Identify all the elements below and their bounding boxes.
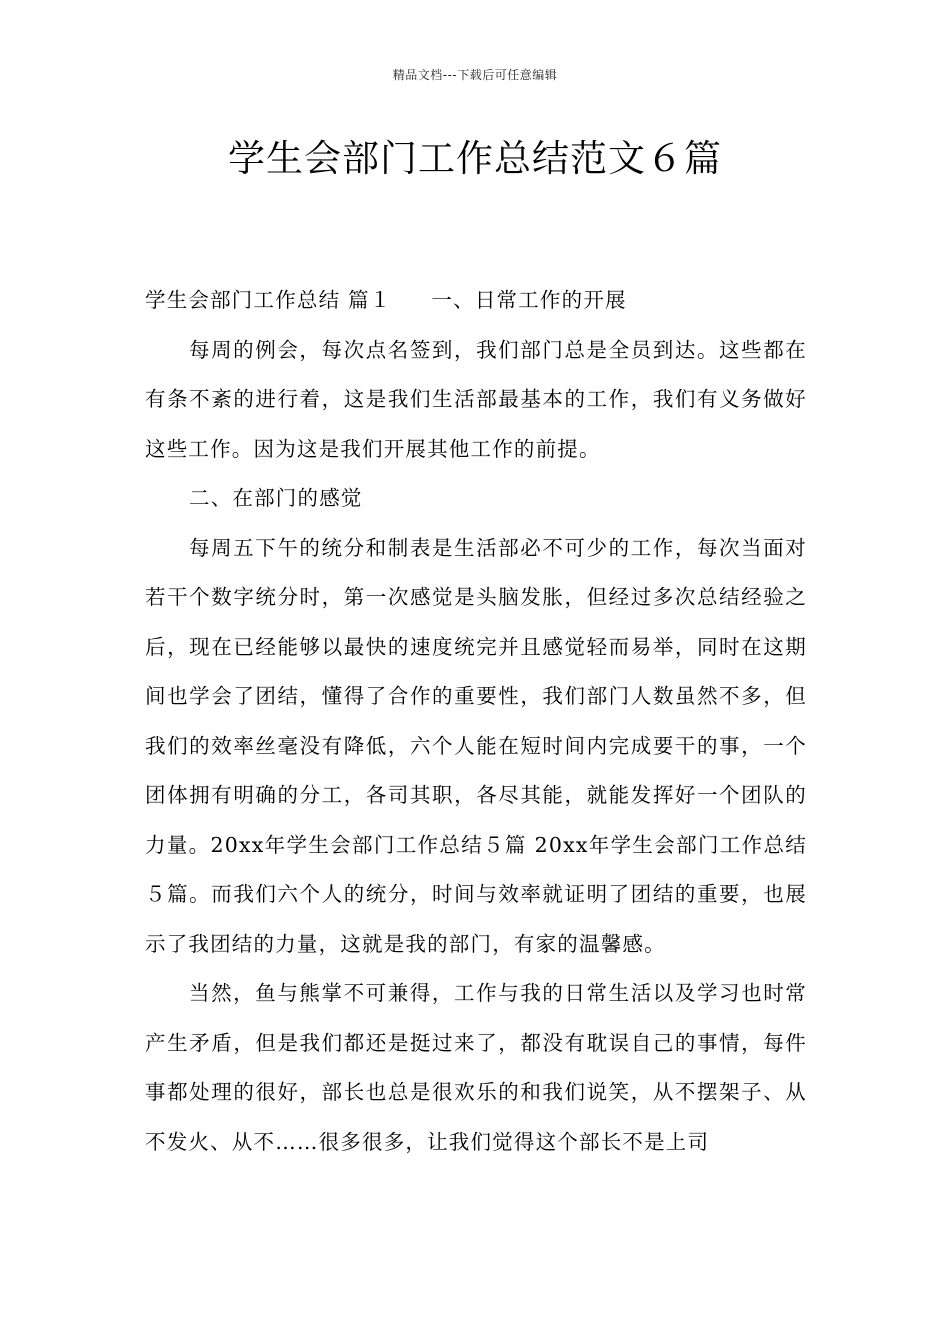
page-title: 学生会部门工作总结范文６篇 xyxy=(228,137,722,180)
paragraph-daily-work: 每周的例会，每次点名签到，我们部门总是全员到达。这些都在有条不紊的进行着，这是我们生活部最基本的工作，我们有义务做好这些工作。因为这是我们开展其他工作的前提。 xyxy=(145,337,807,461)
heading-department-feeling: 二、在部门的感觉 xyxy=(189,486,363,510)
header-note: 精品文档---下载后可任意编辑 xyxy=(392,68,558,82)
document-body xyxy=(145,276,807,1167)
section-label: 学生会部门工作总结 篇１ xyxy=(145,288,392,312)
paragraph-balance: 当然，鱼与熊掌不可兼得，工作与我的日常生活以及学习也时常产生矛盾，但是我们都还是挺过来了，都没有耽误自己的事情，每件事都处理的很好，部长也总是很欢乐的和我们说笑，从不摆架子、从不发火、从不……很多很多，让我们觉得这个部长不是上司 xyxy=(145,981,807,1154)
section-heading-line xyxy=(145,276,807,326)
heading-daily-work: 一、日常工作的开展 xyxy=(431,288,627,312)
paragraph-department-feeling: 每周五下午的统分和制表是生活部必不可少的工作，每次当面对若干个数字统分时，第一次感觉是头脑发胀，但经过多次总结经验之后，现在已经能够以最快的速度统完并且感觉轻而易举，同时在这期间也学会了团结，懂得了合作的重要性，我们部门人数虽然不多，但我们的效率丝毫没有降低，六个人能在短时间内完成要干的事，一个团体拥有明确的分工，各司其职，各尽其能，就能发挥好一个团队的力量。20xx年学生会部门工作总结５篇 20xx年学生会部门工作总结５篇。而我们六个人的统分，时间与效率就证明了团结的重要，也展示了我团结的力量，这就是我的部门，有家的温馨感。 xyxy=(145,535,807,956)
